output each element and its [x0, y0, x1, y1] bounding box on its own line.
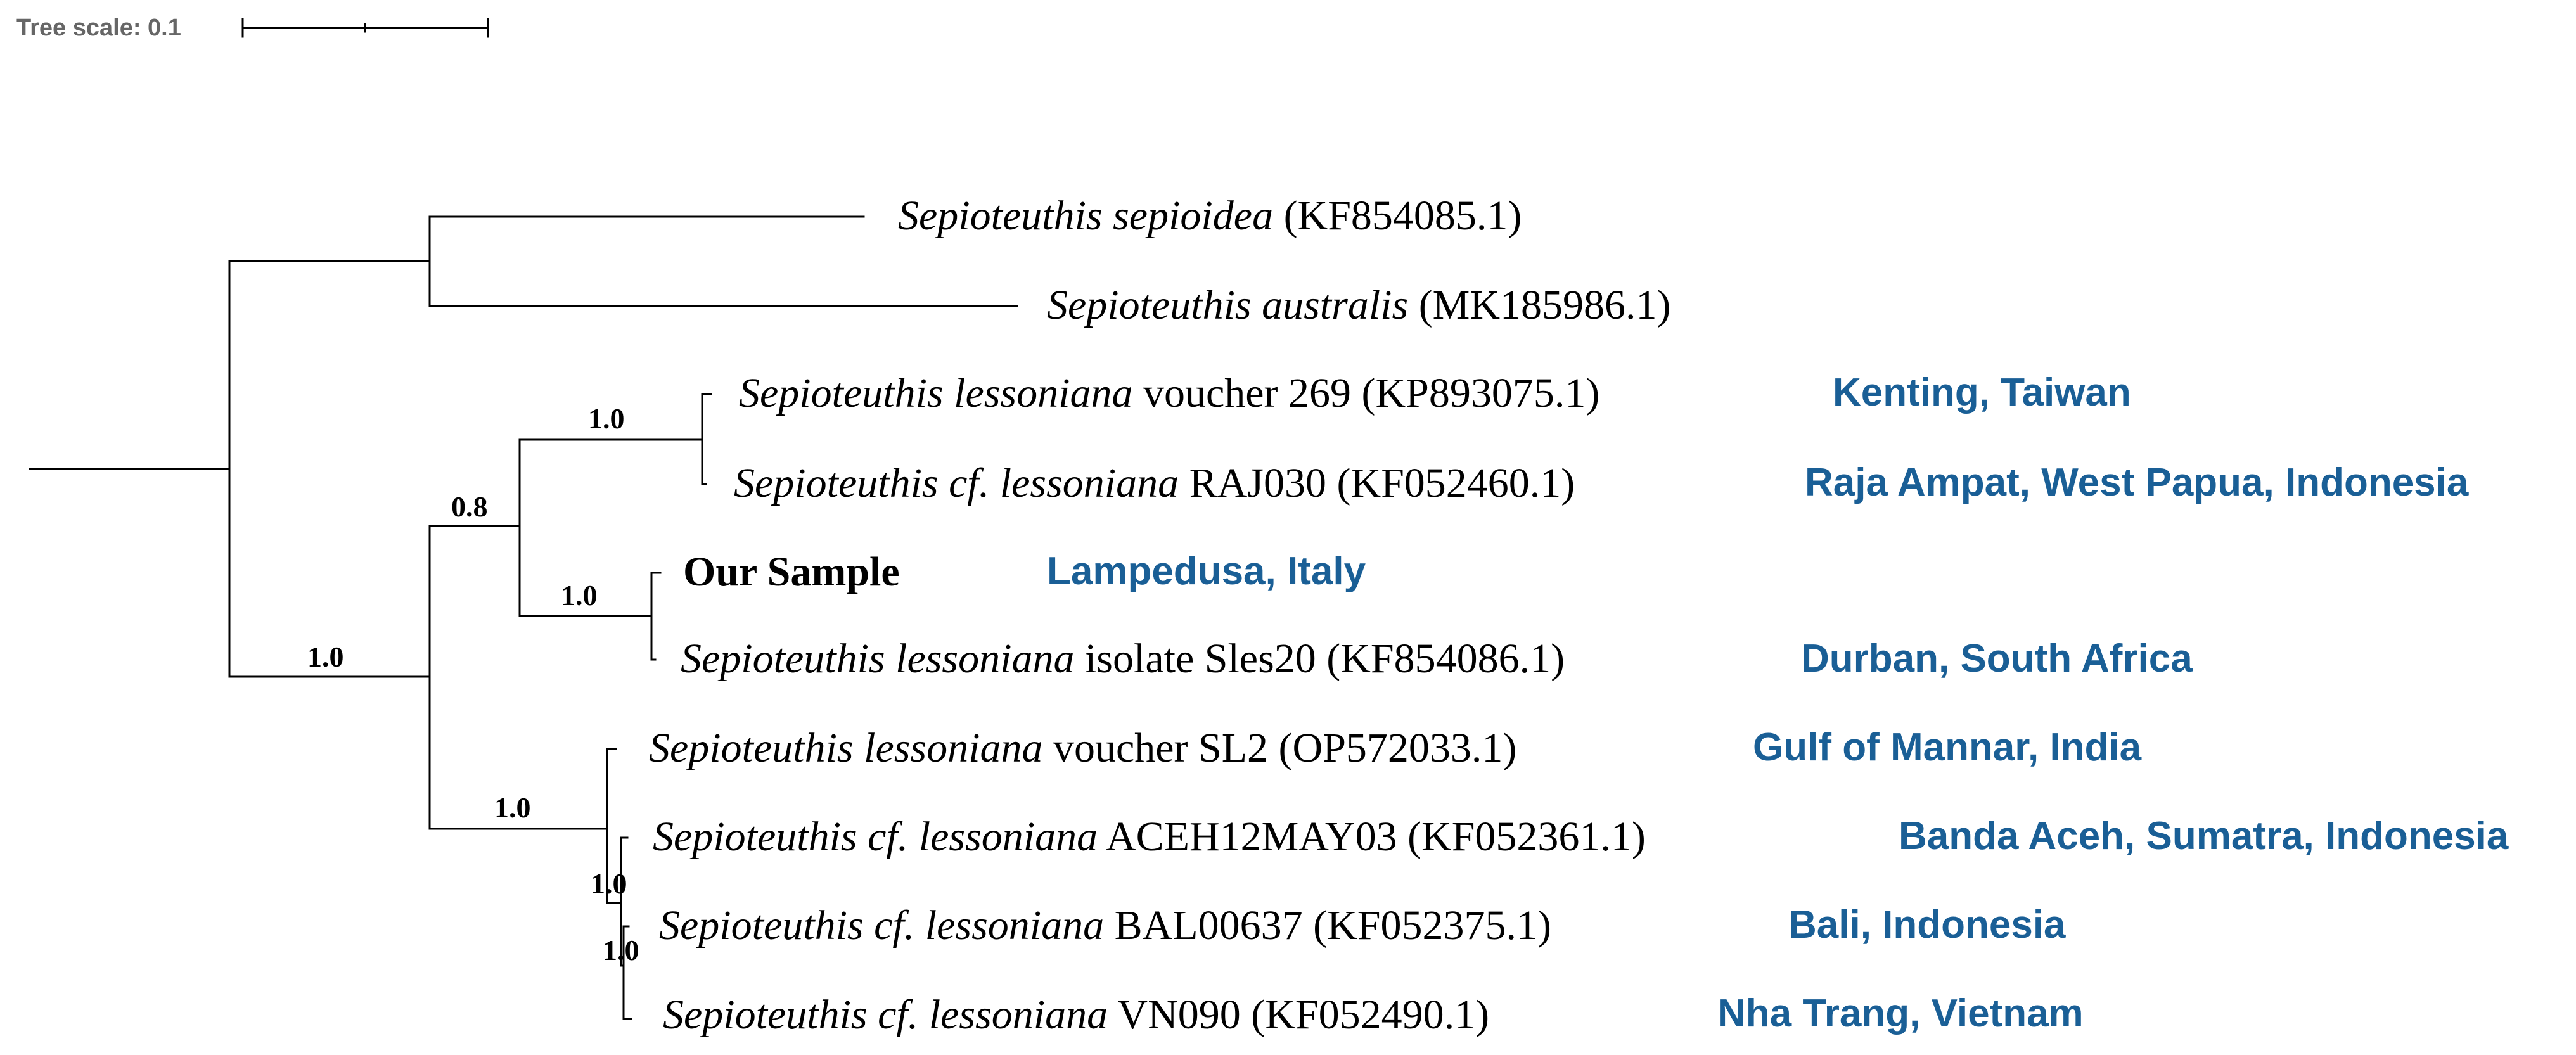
leaf-label — [1047, 282, 1671, 328]
support-aceh-bali-vn: 1.0 — [591, 867, 627, 900]
support-indo-pacific: 1.0 — [494, 791, 531, 824]
leaf-accession: BAL00637 (KF052375.1) — [1104, 902, 1551, 949]
location-label: Gulf of Mannar, India — [1753, 726, 2142, 769]
leaf-species-name: Sepioteuthis australis — [1047, 282, 1409, 328]
tree-branches — [30, 217, 1017, 1019]
leaf-species-name: Sepioteuthis lessoniana — [739, 370, 1133, 416]
location-label: Durban, South Africa — [1801, 637, 2193, 681]
support-ingroup: 1.0 — [307, 641, 344, 673]
support-values — [307, 402, 639, 966]
location-label: Raja Ampat, West Papua, Indonesia — [1805, 461, 2469, 504]
leaf-accession: ACEH12MAY03 (KF052361.1) — [1098, 814, 1646, 860]
leaf-species-name: Sepioteuthis lessoniana — [681, 636, 1075, 682]
leaf-accession: voucher 269 (KP893075.1) — [1132, 370, 1600, 416]
leaf-species-name: Sepioteuthis sepioidea — [898, 193, 1274, 239]
leaf-label — [653, 814, 1646, 860]
tree-scale-label: Tree scale: 0.1 — [16, 15, 181, 41]
leaf-species-name: Sepioteuthis cf. lessoniana — [663, 992, 1108, 1038]
location-label: Banda Aceh, Sumatra, Indonesia — [1899, 814, 2509, 858]
leaf-label — [734, 460, 1575, 506]
location-label: Bali, Indonesia — [1788, 903, 2066, 947]
leaf-labels — [649, 193, 1671, 1038]
location-label: Nha Trang, Vietnam — [1717, 992, 2084, 1035]
leaf-accession: (MK185986.1) — [1408, 282, 1671, 328]
location-label: Kenting, Taiwan — [1833, 371, 2131, 414]
leaf-species-name: Sepioteuthis lessoniana — [649, 725, 1043, 771]
leaf-accession: RAJ030 (KF052460.1) — [1179, 460, 1575, 506]
leaf-accession: voucher SL2 (OP572033.1) — [1042, 725, 1517, 771]
leaf-label — [649, 725, 1516, 771]
leaf-label — [739, 370, 1599, 416]
leaf-label — [681, 636, 1565, 682]
leaf-accession: isolate Sles20 (KF854086.1) — [1074, 636, 1565, 682]
support-sample-durban: 1.0 — [561, 579, 598, 611]
tree-scale — [16, 15, 488, 41]
leaf-species-name: Sepioteuthis cf. lessoniana — [659, 902, 1105, 949]
support-kenting-raja: 1.0 — [588, 402, 625, 435]
leaf-label — [659, 902, 1551, 949]
leaf-species-name: Sepioteuthis cf. lessoniana — [734, 460, 1179, 506]
leaf-species-name: Sepioteuthis cf. lessoniana — [653, 814, 1098, 860]
support-lessoniana-clade: 0.8 — [451, 490, 488, 523]
location-label: Lampedusa, Italy — [1047, 549, 1366, 593]
leaf-label-our-sample: Our Sample — [683, 549, 900, 595]
leaf-label — [898, 193, 1522, 239]
leaf-label — [663, 992, 1489, 1038]
leaf-accession: VN090 (KF052490.1) — [1108, 992, 1490, 1038]
support-bali-vn: 1.0 — [603, 934, 639, 966]
leaf-accession: (KF854085.1) — [1273, 193, 1522, 239]
